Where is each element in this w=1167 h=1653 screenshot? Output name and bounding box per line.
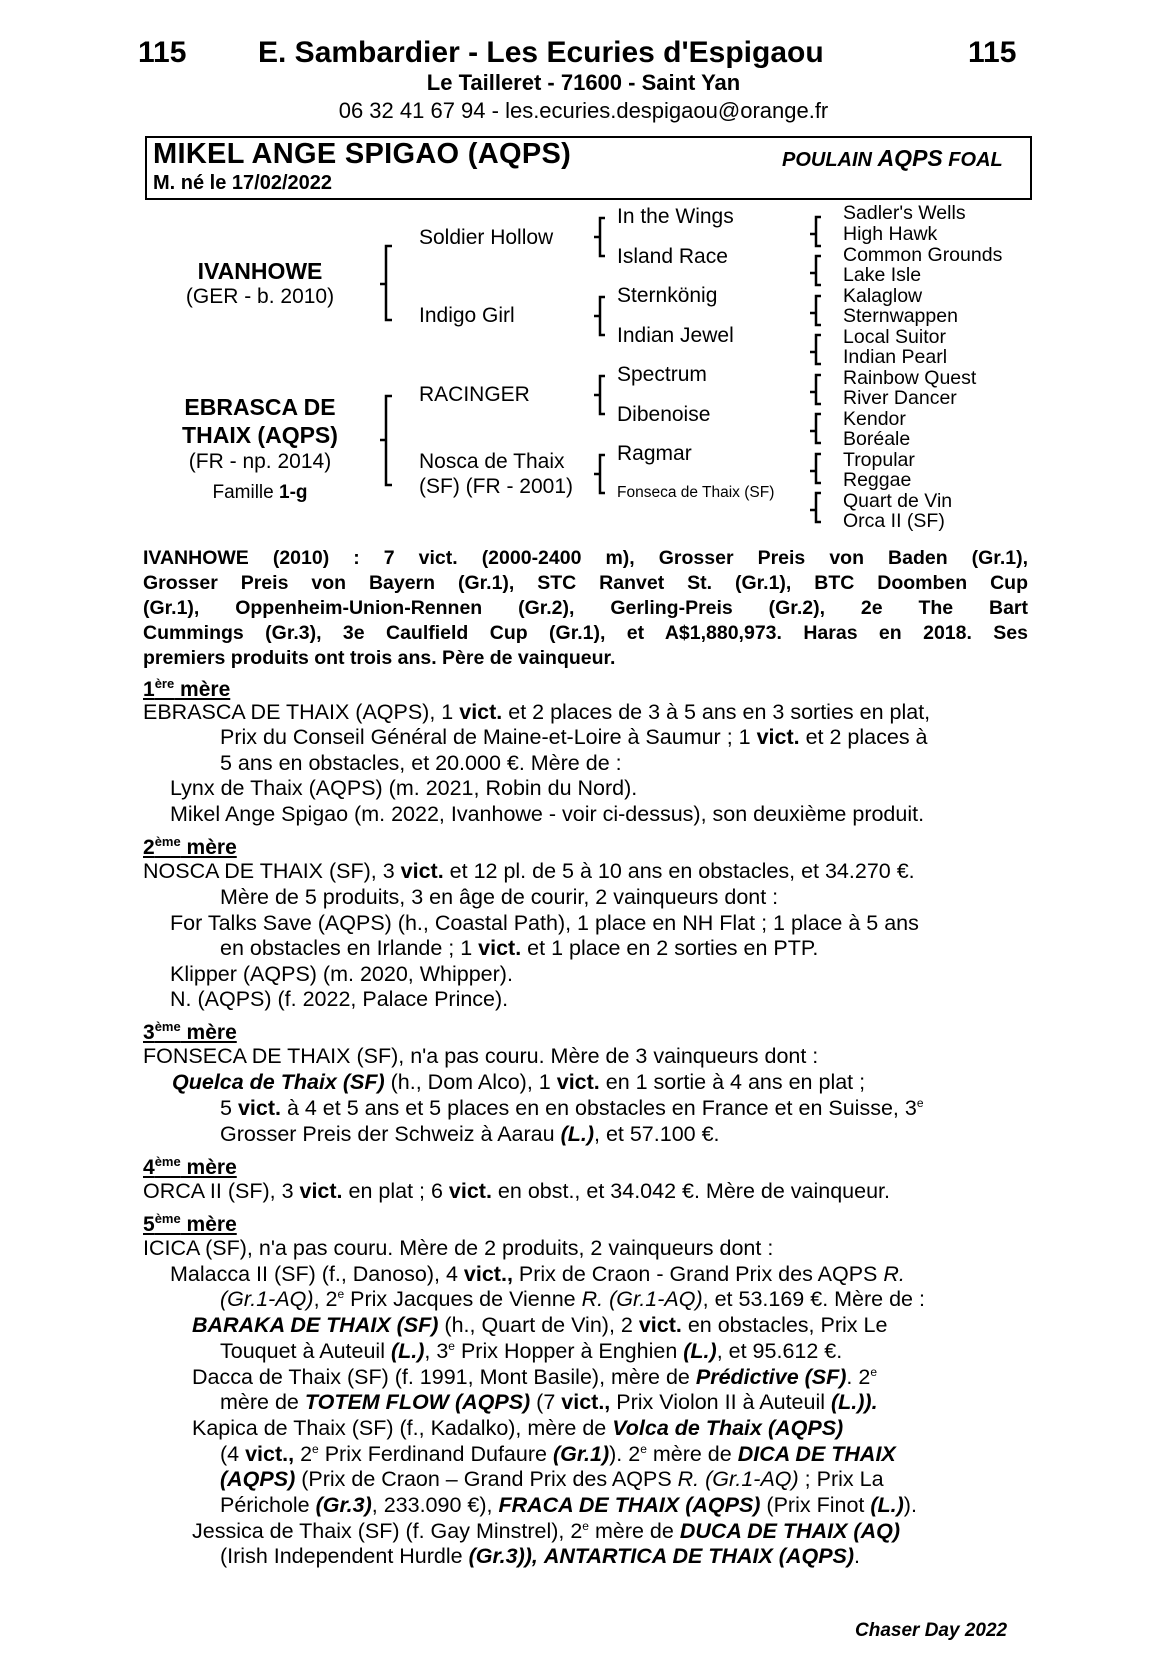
dam-name-line1: EBRASCA DE <box>184 394 336 420</box>
gen4-11: Kendor <box>843 408 906 430</box>
section-heading-5: 5ème mère <box>143 1211 237 1236</box>
dam-family: Famille 1-g <box>212 482 308 503</box>
gen4-13: Tropular <box>843 449 915 471</box>
pedigree-brackets-gen3 <box>807 210 837 530</box>
pedigree-brackets-gen1 <box>370 240 400 580</box>
gen4-4: Lake Isle <box>843 264 922 286</box>
vendor-contact: 06 32 41 67 94 - les.ecuries.despigaou@orange.fr <box>338 98 829 123</box>
sire-sire: Soldier Hollow <box>419 226 554 249</box>
foal-label: POULAIN AQPS FOAL <box>782 145 1003 171</box>
gen4-7: Local Suitor <box>843 326 946 348</box>
dam2-line: Mère de 5 produits, 3 en âge de courir, 2 vainqueurs dont : <box>220 885 779 909</box>
dam3-produce: 5 vict. à 4 et 5 ans et 5 places en en obstacles en France et en Suisse, 3e <box>220 1095 924 1120</box>
dam-sire: RACINGER <box>419 383 530 406</box>
dam5-produce: Kapica de Thaix (SF) (f., Kadalko), mère de Volca de Thaix (AQPS) <box>192 1416 844 1440</box>
sire-record-line: IVANHOWE (2010) : 7 vict. (2000-2400 m), Grosser Preis von Baden (Gr.1), <box>143 547 1028 569</box>
horse-name: MIKEL ANGE SPIGAO (AQPS) <box>153 138 572 170</box>
dam1-line: EBRASCA DE THAIX (AQPS), 1 vict. et 2 places de 3 à 5 ans en 3 sorties en plat, <box>143 700 931 724</box>
dam2-produce: en obstacles en Irlande ; 1 vict. et 1 place en 2 sorties en PTP. <box>220 936 819 960</box>
section-heading-4: 4ème mère <box>143 1154 237 1179</box>
gen3-8: Fonseca de Thaix (SF) <box>617 484 775 501</box>
dam-name-line2: THAIX (AQPS) <box>182 422 338 448</box>
gen4-6: Sternwappen <box>843 305 958 327</box>
dam5-produce: (Gr.1-AQ), 2e Prix Jacques de Vienne R. (Gr.1-AQ), et 53.169 €. Mère de : <box>220 1286 925 1311</box>
dam-info: (FR - np. 2014) <box>188 450 332 473</box>
sire-record-line: Cummings (Gr.3), 3e Caulfield Cup (Gr.1), et A$1,880,973. Haras en 2018. Ses <box>143 622 1028 644</box>
gen4-15: Quart de Vin <box>843 490 953 512</box>
gen4-1: Sadler's Wells <box>843 202 966 224</box>
dam3-produce: Quelca de Thaix (SF) (h., Dom Alco), 1 vict. en 1 sortie à 4 ans en plat ; <box>172 1070 866 1094</box>
gen4-8: Indian Pearl <box>843 346 948 368</box>
sire-record-line: Grosser Preis von Bayern (Gr.1), STC Ranvet St. (Gr.1), BTC Doomben Cup <box>143 572 1028 594</box>
dam5-produce: BARAKA DE THAIX (SF) (h., Quart de Vin), 2 vict. en obstacles, Prix Le <box>192 1313 888 1337</box>
dam3-line: FONSECA DE THAIX (SF), n'a pas couru. Mère de 3 vainqueurs dont : <box>143 1044 819 1068</box>
dam-dam: Nosca de Thaix <box>419 450 565 473</box>
dam5-line: ICICA (SF), n'a pas couru. Mère de 2 produits, 2 vainqueurs dont : <box>143 1236 774 1260</box>
sire-record-line: (Gr.1), Oppenheim-Union-Rennen (Gr.2), Gerling-Preis (Gr.2), 2e The Bart <box>143 597 1028 619</box>
gen3-5: Spectrum <box>617 363 707 386</box>
section-heading-3: 3ème mère <box>143 1019 237 1044</box>
dam5-produce: mère de TOTEM FLOW (AQPS) (7 vict., Prix Violon II à Auteuil (L.)). <box>220 1390 878 1414</box>
birth-date: M. né le 17/02/2022 <box>153 172 333 194</box>
gen3-2: Island Race <box>617 245 728 268</box>
gen4-3: Common Grounds <box>843 244 1003 266</box>
dam5-produce: (4 vict., 2e Prix Ferdinand Dufaure (Gr.1)). 2e mère de DICA DE THAIX <box>220 1441 896 1466</box>
dam1-line: Prix du Conseil Général de Maine-et-Loire à Saumur ; 1 vict. et 2 places à <box>220 725 928 749</box>
gen3-3: Sternkönig <box>617 284 718 307</box>
dam2-produce: For Talks Save (AQPS) (h., Coastal Path), 1 place en NH Flat ; 1 place à 5 ans <box>170 911 919 935</box>
dam5-produce: (AQPS) (Prix de Craon – Grand Prix des AQPS R. (Gr.1-AQ) ; Prix La <box>220 1467 884 1491</box>
gen4-10: River Dancer <box>843 387 957 409</box>
dam1-produce: Mikel Ange Spigao (m. 2022, Ivanhowe - voir ci-dessus), son deuxième produit. <box>170 802 925 826</box>
section-heading-1: 1ère mère <box>143 676 231 701</box>
gen4-14: Reggae <box>843 469 912 491</box>
vendor-address: Le Tailleret - 71600 - Saint Yan <box>426 70 741 95</box>
dam2-produce: N. (AQPS) (f. 2022, Palace Prince). <box>170 987 509 1011</box>
dam3-produce: Grosser Preis der Schweiz à Aarau (L.), et 57.100 €. <box>220 1122 720 1146</box>
gen4-2: High Hawk <box>843 223 938 245</box>
sire-record-line: premiers produits ont trois ans. Père de vainqueur. <box>143 647 616 669</box>
gen4-5: Kalaglow <box>843 285 923 307</box>
dam5-produce: Dacca de Thaix (SF) (f. 1991, Mont Basile), mère de Prédictive (SF). 2e <box>192 1364 878 1389</box>
section-heading-2: 2ème mère <box>143 834 237 859</box>
sire-info: (GER - b. 2010) <box>185 285 335 308</box>
pedigree-brackets-gen2 <box>585 210 615 530</box>
dam2-line: NOSCA DE THAIX (SF), 3 vict. et 12 pl. de 5 à 10 ans en obstacles, et 34.270 €. <box>143 859 915 883</box>
sire-name: IVANHOWE <box>197 258 323 284</box>
gen3-4: Indian Jewel <box>617 324 734 347</box>
gen4-12: Boréale <box>843 428 911 450</box>
sire-record <box>143 546 1028 671</box>
vendor-name: E. Sambardier - Les Ecuries d'Espigaou <box>258 36 824 69</box>
gen3-1: In the Wings <box>617 205 734 228</box>
footer-sale-name: Chaser Day 2022 <box>855 1620 1008 1641</box>
dam2-produce: Klipper (AQPS) (m. 2020, Whipper). <box>170 962 513 986</box>
gen4-16: Orca II (SF) <box>843 510 945 532</box>
dam1-produce: Lynx de Thaix (AQPS) (m. 2021, Robin du Nord). <box>170 776 638 800</box>
lot-number-left: 115 <box>138 36 187 69</box>
dam5-produce: Périchole (Gr.3), 233.090 €), FRACA DE THAIX (AQPS) (Prix Finot (L.)). <box>220 1493 917 1517</box>
dam4-line: ORCA II (SF), 3 vict. en plat ; 6 vict. en obst., et 34.042 €. Mère de vainqueur. <box>143 1179 890 1203</box>
gen3-7: Ragmar <box>617 442 692 465</box>
dam5-produce: Malacca II (SF) (f., Danoso), 4 vict., Prix de Craon - Grand Prix des AQPS R. <box>170 1262 905 1286</box>
dam5-produce: Touquet à Auteuil (L.), 3e Prix Hopper à Enghien (L.), et 95.612 €. <box>220 1338 843 1363</box>
gen3-6: Dibenoise <box>617 403 711 426</box>
dam1-line: 5 ans en obstacles, et 20.000 €. Mère de : <box>220 751 622 775</box>
dam5-produce: Jessica de Thaix (SF) (f. Gay Minstrel), 2e mère de DUCA DE THAIX (AQ) <box>192 1518 900 1543</box>
lot-number-right: 115 <box>968 36 1017 69</box>
gen4-9: Rainbow Quest <box>843 367 977 389</box>
sire-dam: Indigo Girl <box>419 304 515 327</box>
dam5-produce: (Irish Independent Hurdle (Gr.3)), ANTARTICA DE THAIX (AQPS). <box>220 1544 861 1568</box>
dam-dam-info: (SF) (FR - 2001) <box>419 475 574 498</box>
